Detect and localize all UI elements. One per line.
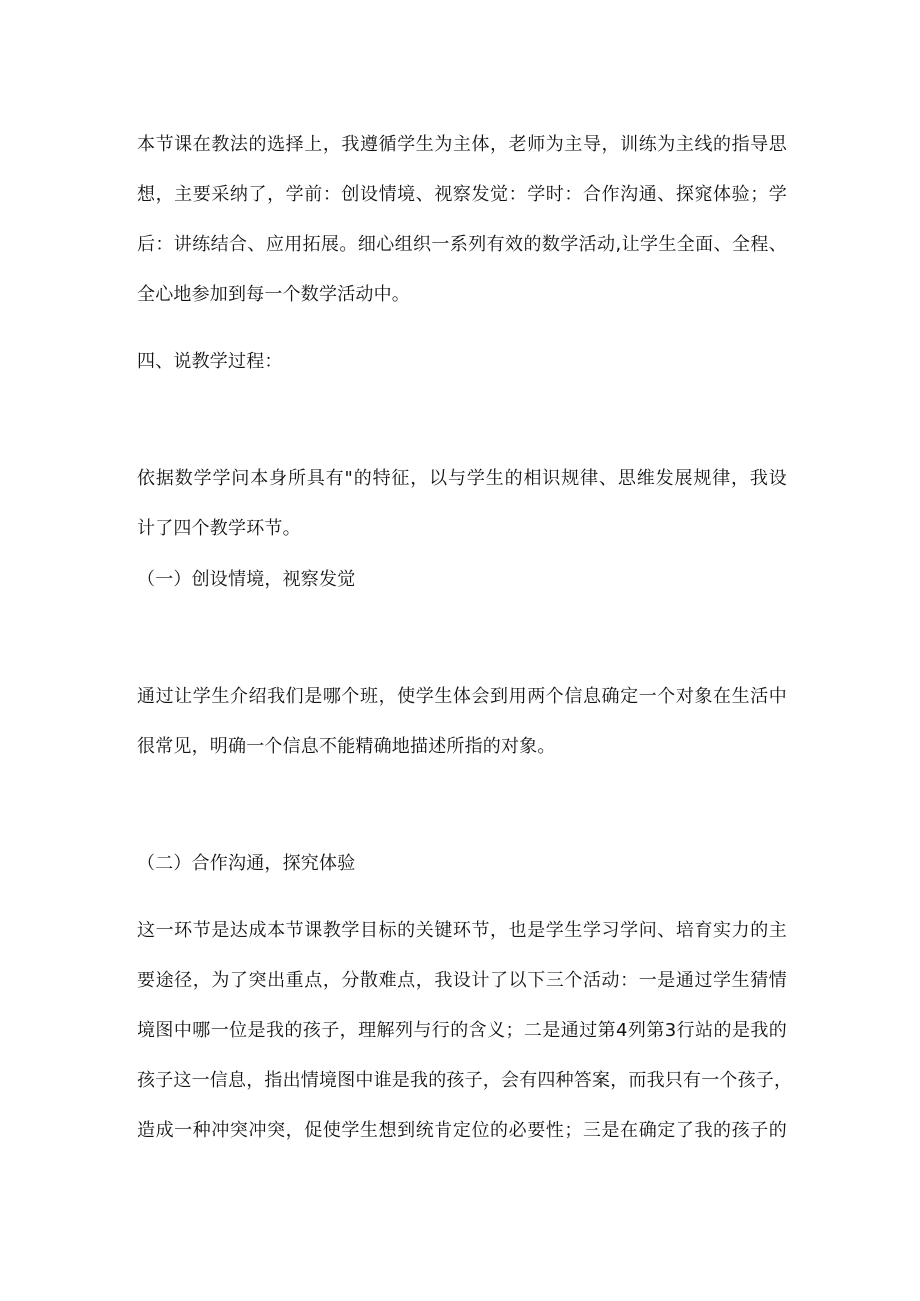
paragraph-2-line-2: 计了四个教学环节。 bbox=[137, 518, 301, 539]
paragraph-1-line-3: 后：讲练结合、应用拓展。细心组织一系列有效的数学活动,让学生全面、全程、 bbox=[137, 234, 787, 255]
paragraph-4-line-4: 孩子这一信息，指出情境图中谁是我的孩子，会有四种答案，而我只有一个孩子， bbox=[137, 1070, 793, 1091]
paragraph-1-line-4: 全心地参加到每一个数学活动中。 bbox=[137, 284, 410, 305]
section-heading: 四、说教学过程： bbox=[137, 351, 283, 372]
subheading-2: （二）合作沟通，探究体验 bbox=[137, 853, 356, 874]
paragraph-3-line-1: 通过让学生介绍我们是哪个班，使学生体会到用两个信息确定一个对象在生活中 bbox=[137, 686, 787, 707]
paragraph-2-line-1: 依据数学学问本身所具有"的特征，以与学生的相识规律、思维发展规律，我设 bbox=[137, 468, 787, 489]
paragraph-4-line-1: 这一环节是达成本节课教学目标的关键环节，也是学生学习学问、培育实力的主 bbox=[137, 920, 787, 941]
paragraph-4-line-5: 造成一种冲突冲突，促使学生想到统肯定位的必要性；三是在确定了我的孩子的 bbox=[137, 1120, 787, 1141]
paragraph-1-line-2: 想，主要采纳了，学前：创设情境、视察发觉：学时：合作沟通、探窕体验；学 bbox=[137, 184, 787, 205]
paragraph-4-line-3: 境图中哪一位是我的孩子，理解列与行的含义；二是通过第4列第3行站的是我的 bbox=[137, 1020, 787, 1041]
paragraph-1-line-1: 本节课在教法的选择上，我遵循学生为主体，老师为主导，训练为主线的指导思 bbox=[137, 134, 787, 155]
paragraph-4-line-2: 要途径，为了突出重点，分散难点，我设计了以下三个活动：一是通过学生猜情 bbox=[137, 970, 787, 991]
subheading-1: （一）创设情境，视察发觉 bbox=[137, 569, 356, 590]
paragraph-3-line-2: 很常见，明确一个信息不能精确地描述所指的对象。 bbox=[137, 736, 556, 757]
